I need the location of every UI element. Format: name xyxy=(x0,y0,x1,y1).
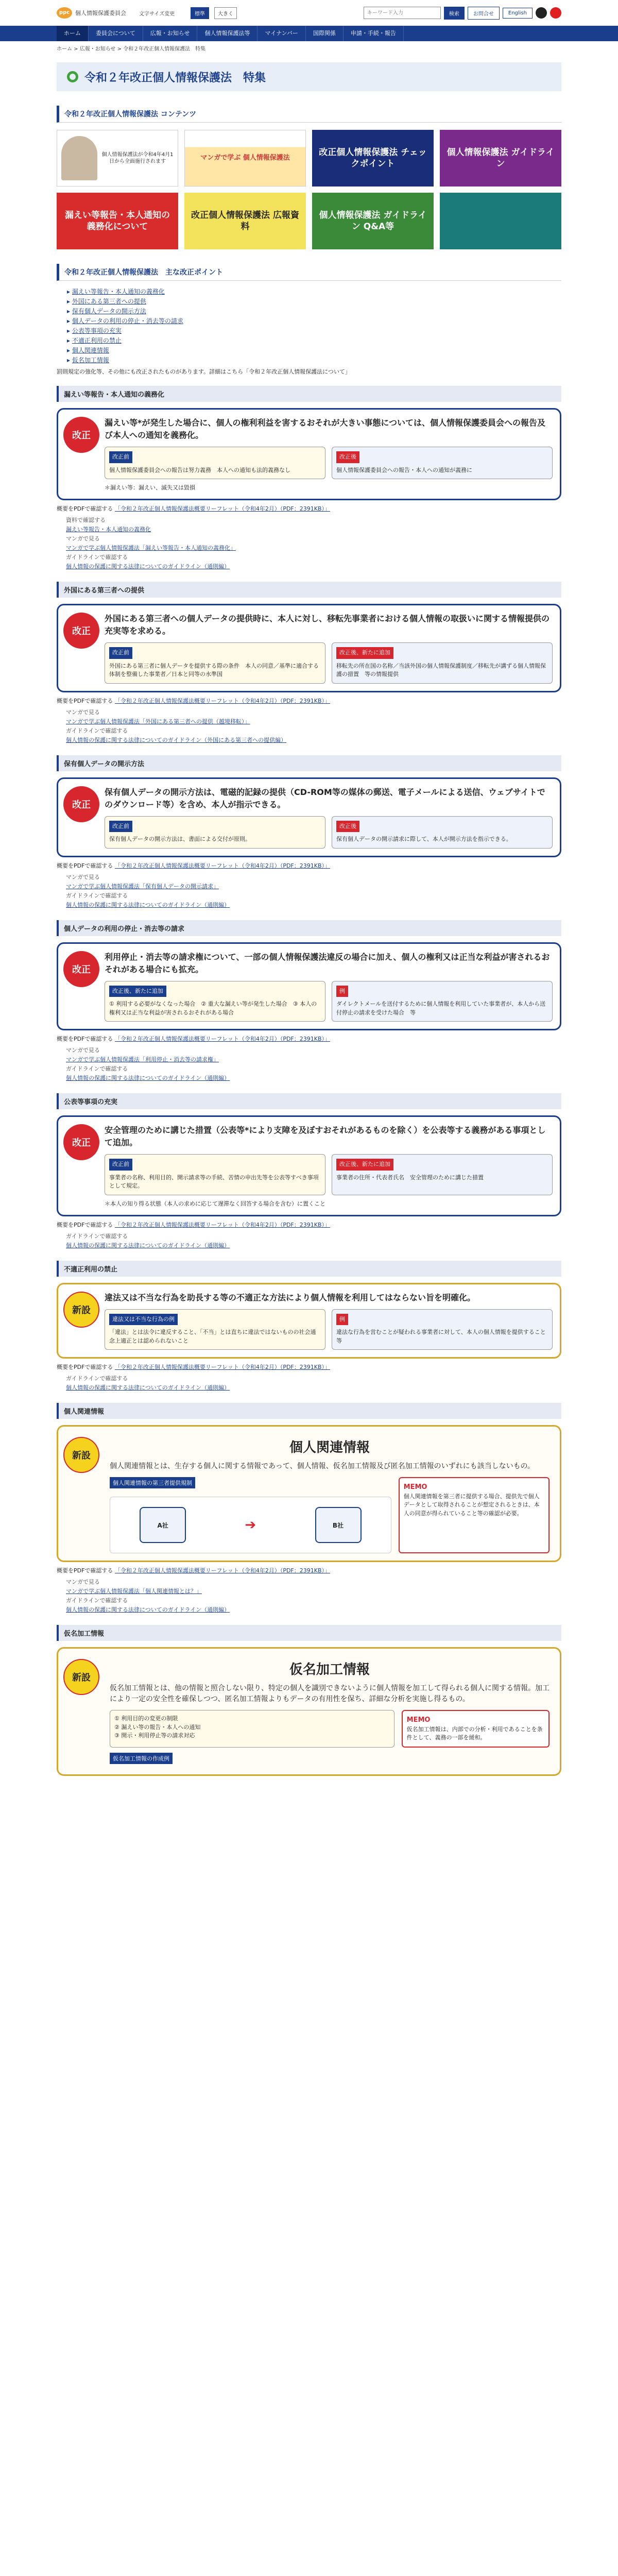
new-badge: 新設 xyxy=(63,1437,99,1473)
section-links xyxy=(57,1232,561,1250)
toc-link[interactable]: 公表等事項の充実 xyxy=(72,327,122,334)
points-toc xyxy=(57,287,561,365)
panel-heading: 改正後、新たに追加 xyxy=(336,1159,393,1171)
panel-text: ダイレクトメールを送付するために個人情報を利用していた事業者が、本人から送付停止の請求を受けた場合 等 xyxy=(336,1001,546,1016)
nav-international[interactable]: 国際関係 xyxy=(306,26,344,41)
pdf-link[interactable]: 「令和２年改正個人情報保護法概要リーフレット（令和4年2月）（PDF：2391KB）」 xyxy=(114,697,331,704)
toc-link[interactable]: 外国にある第三者への提供 xyxy=(72,298,146,305)
banner-guideline-qa[interactable]: 個人情報保護法 ガイドライン Q&A等 xyxy=(312,193,434,249)
panel-text: 「違法」とは法令に違反すること、「不当」とは直ちに違法ではないものの社会通念上適正とは認められないこと xyxy=(109,1329,316,1344)
arrow-right-icon: ➔ xyxy=(245,1517,256,1533)
toc-item xyxy=(67,326,561,336)
panel-text: 事業者の住所・代表者氏名 安全管理のために講じた措置 xyxy=(336,1174,484,1181)
section-link[interactable]: 個人情報の保護に関する法律についてのガイドライン（通則編） xyxy=(66,1384,230,1391)
x-icon[interactable] xyxy=(536,7,547,19)
section-lead: 漏えい等*が発生した場合に、個人の権利利益を害するおそれが大きい事態については、個人情報保護委員会への報告及び本人への通知を義務化。 xyxy=(105,418,546,440)
panel-heading: 改正前 xyxy=(109,451,132,463)
toc-link[interactable]: 仮名加工情報 xyxy=(72,357,109,364)
section-link[interactable]: マンガで学ぶ個人情報保護法「漏えい等報告・本人通知の義務化」 xyxy=(66,545,236,551)
section-links xyxy=(57,708,561,745)
pdf-link[interactable]: 「令和２年改正個人情報保護法概要リーフレット（令和4年2月）（PDF：2391KB）」 xyxy=(114,1221,331,1228)
contents-heading: 令和２年改正個人情報保護法 コンテンツ xyxy=(57,106,561,123)
link-label: ガイドラインで確認する xyxy=(66,1232,128,1240)
section-title: 不適正利用の禁止 xyxy=(57,1261,561,1277)
link-label: マンガで見る xyxy=(66,535,100,542)
kanren-card xyxy=(57,1425,561,1562)
link-label: 資料で確認する xyxy=(66,517,106,523)
revised-badge: 改正 xyxy=(63,613,99,649)
toc-item xyxy=(67,346,561,355)
pdf-prefix: 概要をPDFで確認する xyxy=(57,1364,113,1370)
kamei-card xyxy=(57,1647,561,1776)
section-title: 漏えい等報告・本人通知の義務化 xyxy=(57,386,561,402)
section-title: 保有個人データの開示方法 xyxy=(57,755,561,771)
guideline-link[interactable]: 個人情報の保護に関する法律についてのガイドライン（通則編） xyxy=(66,1606,230,1613)
section-link[interactable]: マンガで学ぶ個人情報保護法「利用停止・消去等の請求権」 xyxy=(66,1056,219,1063)
banner-grid xyxy=(57,130,561,249)
pdf-line xyxy=(57,697,561,705)
section-card xyxy=(57,408,561,500)
panel-heading: 改正後 xyxy=(336,451,359,463)
section-links xyxy=(57,1374,561,1393)
toc-link[interactable]: 保有個人データの開示方法 xyxy=(72,308,146,315)
sections-container xyxy=(57,386,561,1393)
panel-heading: 改正前 xyxy=(109,647,132,659)
panel-after xyxy=(332,816,553,849)
pdf-line xyxy=(57,861,561,870)
revised-badge: 改正 xyxy=(63,417,99,453)
panel-heading: 例 xyxy=(336,1314,348,1326)
kamei-item: ① 利用目的の変更の制限 xyxy=(114,1715,178,1722)
pdf-line xyxy=(57,1363,561,1371)
panel-before xyxy=(105,1309,325,1350)
section-title-kanren: 個人関連情報 xyxy=(57,1403,561,1419)
link-label: ガイドラインで確認する xyxy=(66,1375,128,1382)
section-link[interactable]: 個人情報の保護に関する法律についてのガイドライン（通則編） xyxy=(66,563,230,570)
title-band xyxy=(57,62,561,91)
title-ring-icon xyxy=(67,71,78,82)
breadcrumb[interactable]: ホーム > 広報・お知らせ > 令和２年改正個人情報保護法 特集 xyxy=(57,46,206,52)
link-label: マンガで見る xyxy=(66,708,100,716)
panel-heading: 改正後、新たに追加 xyxy=(336,647,393,659)
section-title: 外国にある第三者への提供 xyxy=(57,582,561,598)
youtube-icon[interactable] xyxy=(550,7,561,19)
section-lead: 違法又は不当な行為を助長する等の不適正な方法により個人情報を利用してはならない旨を明確化。 xyxy=(105,1292,476,1302)
toc-item xyxy=(67,316,561,326)
banner-guideline[interactable]: 個人情報保護法 ガイドライン xyxy=(440,130,561,187)
kanren-memo xyxy=(399,1477,550,1553)
section-card xyxy=(57,1283,561,1359)
link-label: ガイドラインで確認する xyxy=(66,727,128,734)
section-title-kamei: 仮名加工情報 xyxy=(57,1625,561,1641)
section-links xyxy=(57,1046,561,1083)
section-card xyxy=(57,604,561,692)
english-button[interactable]: English xyxy=(503,8,533,19)
nav-law[interactable]: 個人情報保護法等 xyxy=(197,26,258,41)
font-size-label: 文字サイズ変更 xyxy=(139,11,175,17)
points-heading: 令和２年改正個人情報保護法 主な改正ポイント xyxy=(57,264,561,281)
toc-link[interactable]: 個人関連情報 xyxy=(72,347,109,354)
panel-before xyxy=(105,447,325,479)
nav-procedures[interactable]: 申請・手続・報告 xyxy=(344,26,404,41)
kamei-item: ② 漏えい等の報告・本人への通知 xyxy=(114,1723,201,1731)
kamei-big-title: 仮名加工情報 xyxy=(289,1662,370,1677)
toc-link[interactable]: 不適正利用の禁止 xyxy=(72,337,122,344)
section-lead: 安全管理のために講じた措置（公表等*により支障を及ぼすおそれがあるものを除く）を公表等する義務がある事項として追加。 xyxy=(105,1125,546,1147)
section-card xyxy=(57,777,561,857)
link-label: マンガで見る xyxy=(66,1047,100,1054)
link-label: ガイドラインで確認する xyxy=(66,1065,128,1072)
main-content xyxy=(0,106,618,1776)
revised-badge: 改正 xyxy=(63,951,99,987)
manga-link[interactable]: マンガで学ぶ個人情報保護法「個人関連情報とは？」 xyxy=(66,1588,202,1595)
pdf-line xyxy=(57,1035,561,1043)
kamei-flow-heading: 仮名加工情報の作成例 xyxy=(110,1753,173,1764)
banner-full-enforcement[interactable] xyxy=(57,130,178,187)
section-link[interactable]: 漏えい等報告・本人通知の義務化 xyxy=(66,526,151,533)
nav-news[interactable]: 広報・お知らせ xyxy=(143,26,198,41)
pdf-prefix: 概要をPDFで確認する xyxy=(57,1036,113,1042)
panel-text: 事業者の名称、利用目的、開示請求等の手続、苦情の申出先等を公表等すべき事項として規定。 xyxy=(109,1174,319,1189)
panel-heading: 改正後 xyxy=(336,821,359,833)
pdf-prefix: 概要をPDFで確認する xyxy=(57,505,113,512)
section-card xyxy=(57,1115,561,1216)
kanren-flow-diagram xyxy=(110,1497,391,1553)
kamei-lead: 仮名加工情報とは、他の情報と照合しない限り、特定の個人を識別できないように個人情報を加工して得られる個人に関する情報。加工により一定の安全性を確保しつつ、匿名加工情報よりもデータの有用性を保ち、詳細な分析を実施し得るもの。 xyxy=(110,1684,550,1703)
panel-heading: 改正前 xyxy=(109,821,132,833)
section-title: 公表等事項の充実 xyxy=(57,1093,561,1109)
company-a-node: A社 xyxy=(140,1507,186,1543)
section-link[interactable]: マンガで学ぶ個人情報保護法「保有個人データの開示請求」 xyxy=(66,883,219,890)
panel-heading: 例 xyxy=(336,986,348,997)
page-title: 令和２年改正個人情報保護法 特集 xyxy=(84,71,266,84)
pdf-link[interactable]: 「令和２年改正個人情報保護法概要リーフレット（令和4年2月）（PDF：2391KB）」 xyxy=(114,862,331,869)
pdf-prefix: 概要をPDFで確認する xyxy=(57,862,113,869)
banner-checkpoint[interactable]: 改正個人情報保護法 チェックポイント xyxy=(312,130,434,187)
memo-heading: MEMO xyxy=(406,1716,431,1724)
new-badge: 新設 xyxy=(63,1292,99,1328)
section-link[interactable]: 個人情報の保護に関する法律についてのガイドライン（通則編） xyxy=(66,901,230,908)
section-footnote: ＊本人の知り得る状態（本人の求めに応じて遅滞なく回答する場合を含む）に置くこと xyxy=(105,1200,325,1207)
link-label: ガイドラインで確認する xyxy=(66,1597,128,1604)
panel-after xyxy=(332,642,553,684)
kanren-links xyxy=(57,1578,561,1615)
link-label: マンガで見る xyxy=(66,873,100,880)
panel-after xyxy=(332,981,553,1022)
panel-text: 個人情報保護委員会への報告・本人への通知が義務に xyxy=(336,466,472,473)
nav-about[interactable]: 委員会について xyxy=(89,26,143,41)
section-card xyxy=(57,942,561,1031)
link-label: ガイドラインで確認する xyxy=(66,892,128,899)
panel-text: 違法な行為を営むことが疑われる事業者に対して、本人の個人情報を提供すること 等 xyxy=(336,1329,552,1344)
pdf-link[interactable]: 「令和２年改正個人情報保護法概要リーフレット（令和4年2月）（PDF：2391KB）」 xyxy=(114,1567,331,1574)
kanren-flow-heading: 個人関連情報の第三者提供規制 xyxy=(110,1477,195,1488)
toc-link[interactable]: 個人データの利用の停止・消去等の請求 xyxy=(72,317,183,325)
panel-heading: 改正前 xyxy=(109,1159,132,1171)
panel-text: 移転先の所在国の名称／当該外国の個人情報保護制度／移転先が講ずる個人情報保護の措置 等の情報提供 xyxy=(336,662,546,677)
pdf-line xyxy=(57,504,561,513)
section-link[interactable]: マンガで学ぶ個人情報保護法「外国にある第三者への提供（越境移転）」 xyxy=(66,718,250,725)
toc-link[interactable]: 漏えい等報告・本人通知の義務化 xyxy=(72,288,165,295)
search-input[interactable] xyxy=(364,7,441,19)
banner-label: 個人情報保護法が令和4年4月1日から全面施行されます xyxy=(101,152,174,164)
panel-heading: 改正後、新たに追加 xyxy=(109,986,166,997)
section-lead: 利用停止・消去等の請求権について、一部の個人情報保護法違反の場合に加え、個人の権利又は正当な利益が害されるおそれがある場合にも拡充。 xyxy=(105,952,550,974)
section-link[interactable]: 個人情報の保護に関する法律についてのガイドライン（通則編） xyxy=(66,1242,230,1249)
pdf-prefix: 概要をPDFで確認する xyxy=(57,1221,113,1228)
kamei-item: ③ 開示・利用停止等の請求対応 xyxy=(114,1732,195,1739)
section-links xyxy=(57,873,561,910)
panel-after xyxy=(332,1309,553,1350)
kanren-big-title: 個人関連情報 xyxy=(289,1440,370,1455)
section-link[interactable]: 個人情報の保護に関する法律についてのガイドライン（外国にある第三者への提供編） xyxy=(66,736,287,743)
font-standard-button[interactable]: 標準 xyxy=(191,7,209,19)
link-label: マンガで見る xyxy=(66,1579,100,1585)
link-label: ガイドラインで確認する xyxy=(66,554,128,561)
pdf-link[interactable]: 「令和２年改正個人情報保護法概要リーフレット（令和4年2月）（PDF：2391KB）」 xyxy=(114,1364,331,1370)
panel-before xyxy=(105,816,325,849)
pdf-prefix: 概要をPDFで確認する xyxy=(57,697,113,704)
revised-badge: 改正 xyxy=(63,1124,99,1160)
kanren-lead: 個人関連情報とは、生存する個人に関する情報であって、個人情報、仮名加工情報及び匿名加工情報のいずれにも該当しないもの。 xyxy=(110,1462,535,1470)
pdf-line xyxy=(57,1566,561,1574)
memo-text: 個人関連情報を第三者に提供する場合、提供先で個人データとして取得されることが想定されるときは、本人の同意が得られていること等の確認が必要。 xyxy=(403,1493,540,1517)
panel-text: 個人情報保護委員会への報告は努力義務 本人への通知も法的義務なし xyxy=(109,466,290,473)
person-photo xyxy=(61,136,97,180)
panel-text: 保有個人データの開示方法は、書面による交付が原則。 xyxy=(109,836,251,842)
new-badge: 新設 xyxy=(63,1659,99,1695)
site-logo[interactable] xyxy=(57,7,134,19)
toc-item xyxy=(67,297,561,307)
section-link[interactable]: 個人情報の保護に関する法律についてのガイドライン（通則編） xyxy=(66,1075,230,1081)
section-lead: 外国にある第三者への個人データの提供時に、本人に対し、移転先事業者における個人情報の取扱いに関する情報提供の充実等を求める。 xyxy=(105,614,550,636)
memo-text: 仮名加工情報は、内部での分析・利用であることを条件として、義務の一部を緩和。 xyxy=(406,1725,543,1741)
panel-heading: 違法又は不当な行為の例 xyxy=(109,1314,178,1326)
section-lead: 保有個人データの開示方法は、電磁的記録の提供（CD-ROM等の媒体の郵送、電子メールによる送信、ウェブサイトでのダウンロード等）を含め、本人が指示できる。 xyxy=(105,787,545,809)
panel-before xyxy=(105,1154,325,1195)
header xyxy=(0,0,618,26)
pdf-link[interactable]: 「令和２年改正個人情報保護法概要リーフレット（令和4年2月）（PDF：2391KB）」 xyxy=(114,1036,331,1042)
search-button[interactable]: 検索 xyxy=(444,7,465,20)
pdf-line xyxy=(57,1221,561,1229)
panel-after xyxy=(332,1154,553,1195)
section-footnote: ＊漏えい等：漏えい、滅失又は毀損 xyxy=(105,484,195,491)
company-b-node: B社 xyxy=(315,1507,362,1543)
toc-item xyxy=(67,287,561,297)
global-nav xyxy=(0,26,618,41)
panel-before xyxy=(105,642,325,684)
nav-mynumber[interactable]: マイナンバー xyxy=(258,26,305,41)
banner-pr-material[interactable]: 改正個人情報保護法 広報資料 xyxy=(184,193,306,249)
kamei-relaxed-panel xyxy=(110,1710,394,1748)
revised-badge: 改正 xyxy=(63,786,99,822)
section-title: 個人データの利用の停止・消去等の請求 xyxy=(57,920,561,936)
logo-mark-icon: ppc xyxy=(57,7,72,19)
memo-heading: MEMO xyxy=(403,1483,427,1491)
pdf-prefix: 概要をPDFで確認する xyxy=(57,1567,113,1574)
banner-leak-report[interactable]: 漏えい等報告・本人通知の義務化について xyxy=(57,193,178,249)
panel-before xyxy=(105,981,325,1022)
logo-text: 個人情報保護委員会 xyxy=(75,10,126,16)
panel-text: 保有個人データの開示請求に際して、本人が開示方法を指示できる。 xyxy=(336,836,512,842)
toc-item xyxy=(67,307,561,316)
nav-home[interactable]: ホーム xyxy=(57,26,89,41)
panel-text: 外国にある第三者に個人データを提供する際の条件 本人の同意／基準に適合する体制を整備した事業者／日本と同等の水準国 xyxy=(109,662,319,677)
kamei-memo xyxy=(402,1710,550,1748)
toc-item xyxy=(67,355,561,365)
panel-text: ① 利用する必要がなくなった場合 ② 重大な漏えい等が発生した場合 ③ 本人の権利又は正当な利益が害されるおそれがある場合 xyxy=(109,1001,317,1016)
points-note: 罰則規定の強化等、その他にも改正されたものがあります。詳細はこちら「令和２年改正個人情報保護法について」 xyxy=(57,368,351,375)
section-links xyxy=(57,516,561,571)
font-large-button[interactable]: 大きく xyxy=(214,7,237,19)
toc-item xyxy=(67,336,561,346)
panel-after xyxy=(332,447,553,479)
banner-extra[interactable] xyxy=(440,193,561,249)
contact-button[interactable]: お問合せ xyxy=(468,7,500,20)
pdf-link[interactable]: 「令和２年改正個人情報保護法概要リーフレット（令和4年2月）（PDF：2391KB）」 xyxy=(114,505,331,512)
banner-manga[interactable]: マンガで学ぶ 個人情報保護法 xyxy=(184,130,306,187)
